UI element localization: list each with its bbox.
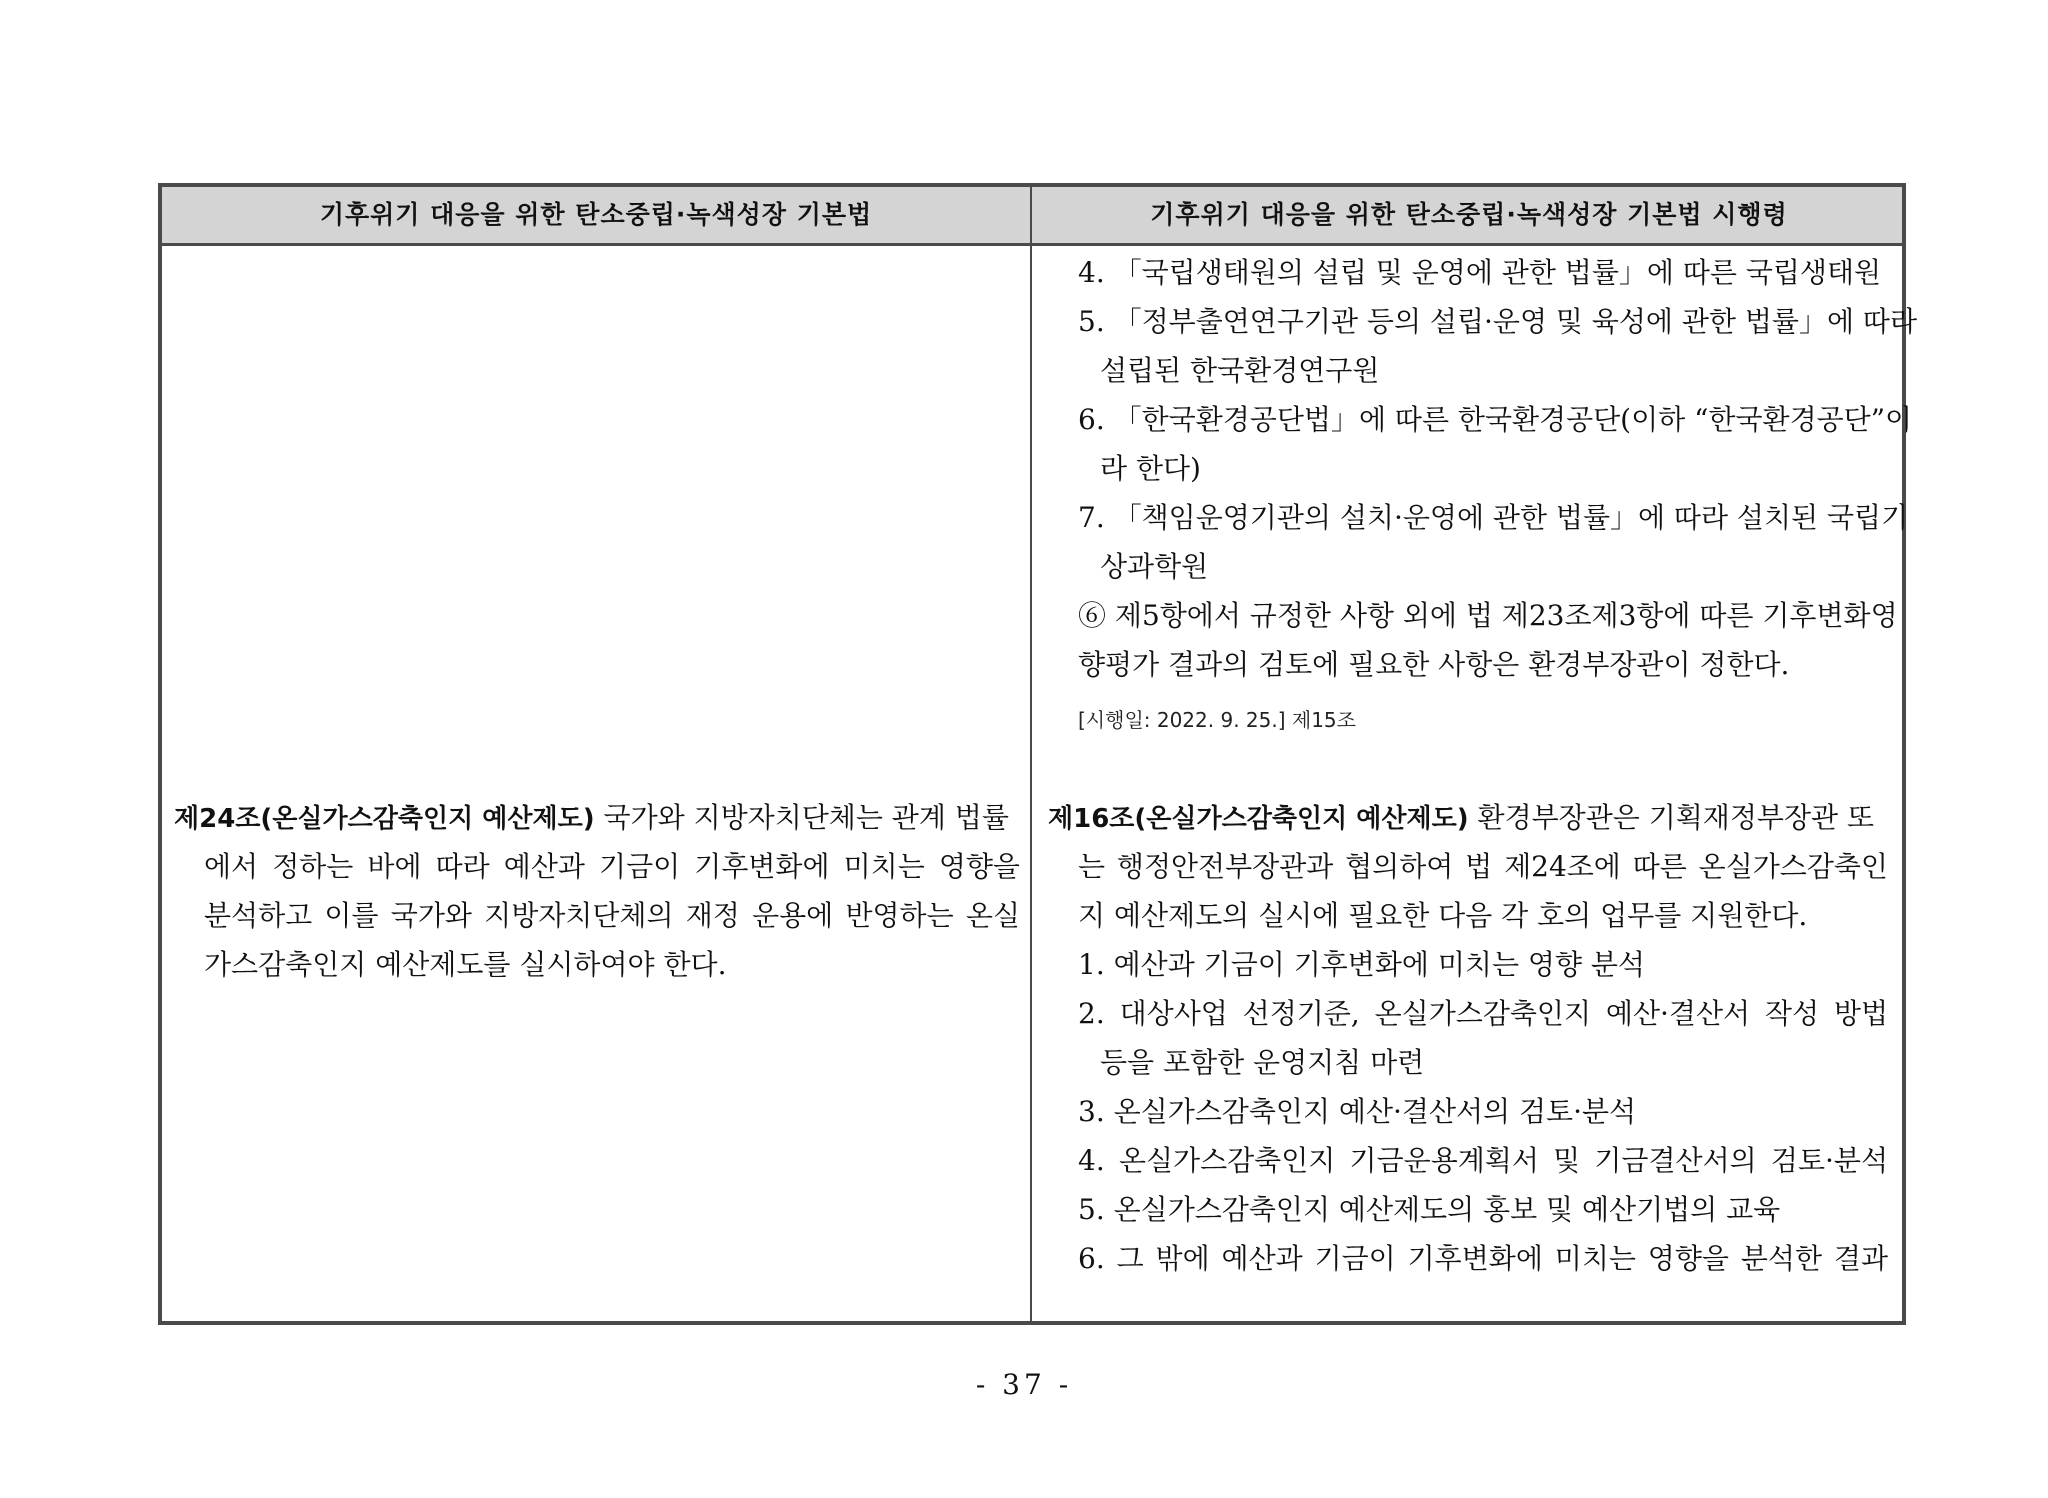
header-decree: 기후위기 대응을 위한 탄소중립·녹색성장 기본법 시행령 xyxy=(1150,200,1788,229)
decree-article-16-line1 xyxy=(1048,798,1874,839)
decree-item-7-line1: 7. 「책임운영기관의 설치·운영에 관한 법률」에 따라 설치된 국립기 xyxy=(1078,501,1909,534)
act-article-24-line1-text: 국가와 지방자치단체는 관계 법률 xyxy=(594,801,1009,834)
decree-article-16-item2-line1: 2. 대상사업 선정기준, 온실가스감축인지 예산·결산서 작성 방법 xyxy=(1078,997,1888,1030)
decree-item-6-line1: 6. 「한국환경공단법」에 따른 한국환경공단(이하 “한국환경공단”이 xyxy=(1078,403,1913,436)
effective-date-note: [시행일: 2022. 9. 25.] 제15조 xyxy=(1078,708,1356,732)
decree-article-16-title: 제16조(온실가스감축인지 예산제도) xyxy=(1048,804,1469,834)
decree-item-5-line2: 설립된 한국환경연구원 xyxy=(1100,354,1380,387)
decree-paragraph-6-line1: ⑥ 제5항에서 규정한 사항 외에 법 제23조제3항에 따른 기후변화영 xyxy=(1078,599,1898,632)
decree-article-16-item2-line2: 등을 포함한 운영지침 마련 xyxy=(1100,1046,1425,1079)
act-article-24-line2: 에서 정하는 바에 따라 예산과 기금이 기후변화에 미치는 영향을 xyxy=(204,850,1020,883)
decree-article-16-line3: 지 예산제도의 실시에 필요한 다음 각 호의 업무를 지원한다. xyxy=(1078,899,1808,932)
act-article-24-line3: 분석하고 이를 국가와 지방자치단체의 재정 운용에 반영하는 온실 xyxy=(204,899,1020,932)
decree-article-16-item6: 6. 그 밖에 예산과 기금이 기후변화에 미치는 영향을 분석한 결과 xyxy=(1078,1242,1888,1275)
act-article-24-line4: 가스감축인지 예산제도를 실시하여야 한다. xyxy=(204,948,727,981)
decree-article-16-line2: 는 행정안전부장관과 협의하여 법 제24조에 따른 온실가스감축인 xyxy=(1078,850,1888,883)
decree-item-6-line2: 라 한다) xyxy=(1100,452,1201,485)
decree-article-16-item4: 4. 온실가스감축인지 기금운용계획서 및 기금결산서의 검토·분석 xyxy=(1078,1144,1888,1177)
table-header-row xyxy=(162,187,1902,246)
decree-article-16-line1-text: 환경부장관은 기획재정부장관 또 xyxy=(1468,801,1874,834)
page-number: - 37 - xyxy=(975,1368,1073,1401)
decree-item-7-line2: 상과학원 xyxy=(1100,550,1209,583)
decree-article-16-item5: 5. 온실가스감축인지 예산제도의 홍보 및 예산기법의 교육 xyxy=(1078,1193,1781,1226)
decree-article-16-item3: 3. 온실가스감축인지 예산·결산서의 검토·분석 xyxy=(1078,1095,1637,1128)
decree-article-16-item1: 1. 예산과 기금이 기후변화에 미치는 영향 분석 xyxy=(1078,948,1645,981)
column-divider xyxy=(1030,187,1032,1321)
decree-item-5-line1: 5. 「정부출연연구기관 등의 설립·운영 및 육성에 관한 법률」에 따라 xyxy=(1078,305,1918,338)
decree-item-4: 4. 「국립생태원의 설립 및 운영에 관한 법률」에 따른 국립생태원 xyxy=(1078,256,1882,289)
act-article-24-title: 제24조(온실가스감축인지 예산제도) xyxy=(174,804,595,834)
decree-paragraph-6-line2: 향평가 결과의 검토에 필요한 사항은 환경부장관이 정한다. xyxy=(1078,648,1790,681)
header-act: 기후위기 대응을 위한 탄소중립·녹색성장 기본법 xyxy=(319,200,873,229)
act-article-24-line1 xyxy=(174,798,1009,839)
